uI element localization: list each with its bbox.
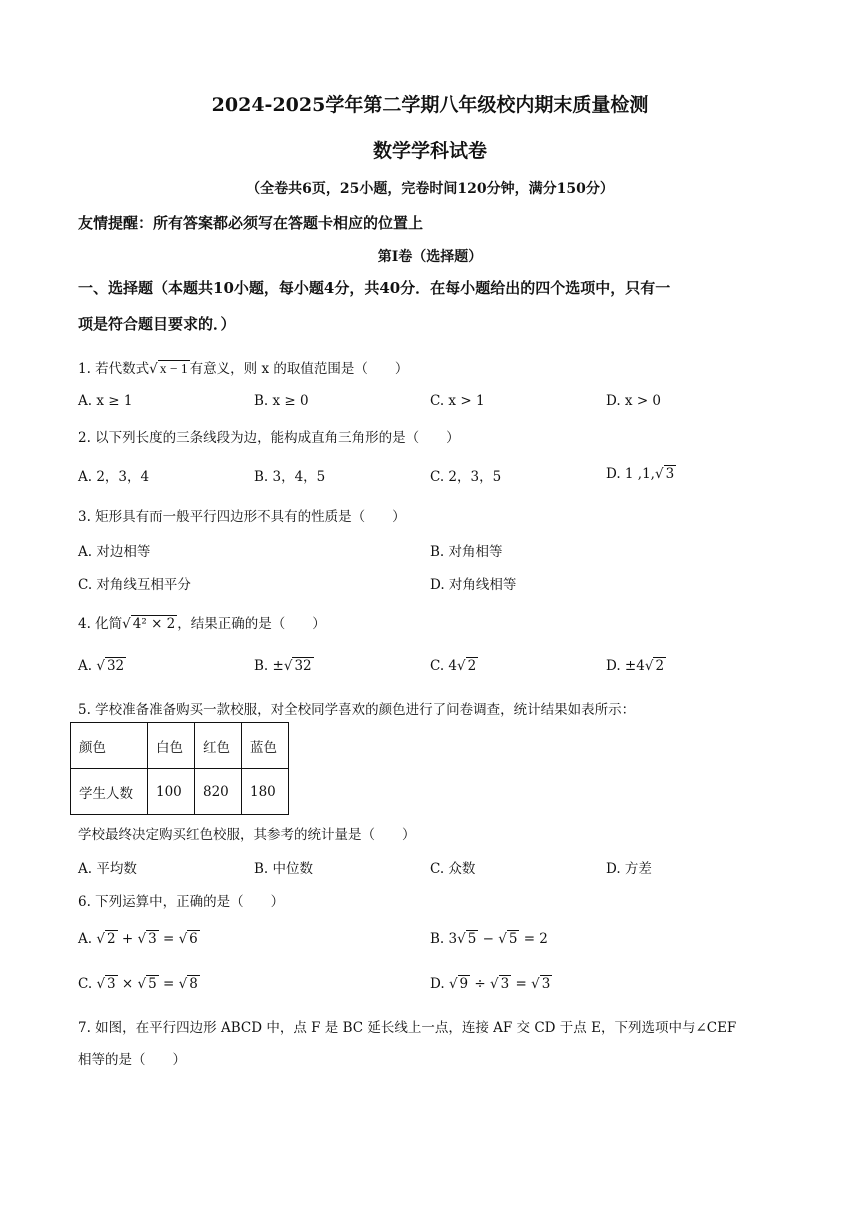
- q5-option-c: C. 众数: [430, 861, 476, 877]
- table-cell: 180: [242, 769, 289, 815]
- table-row: [71, 723, 289, 769]
- q6-option-b: [430, 930, 548, 947]
- q6-c-label: C.: [78, 976, 97, 992]
- sqrt-symbol: √: [178, 976, 188, 992]
- sqrt-symbol: √: [96, 931, 105, 947]
- question-7-cont: 相等的是（ ）: [78, 1052, 186, 1068]
- question-3: 3. 矩形具有而一般平行四边形不具有的性质是（ ）: [78, 509, 406, 525]
- radicand: 2: [106, 931, 116, 947]
- question-7: 7. 如图，在平行四边形 ABCD 中，点 F 是 BC 延长线上一点，连接 AF 交 CD 于点 E，下列选项中与∠CEF: [78, 1020, 737, 1036]
- q2-option-a: A. 2，3，4: [78, 469, 150, 485]
- operator: +: [117, 931, 138, 947]
- sqrt-symbol: √: [498, 931, 507, 947]
- sqrt-symbol: √: [96, 658, 105, 674]
- table-cell: 学生人数: [71, 769, 148, 815]
- question-6: 6. 下列运算中，正确的是（ ）: [78, 894, 285, 910]
- q4-suffix: ，结果正确的是（ ）: [177, 616, 326, 632]
- q3-option-d: D. 对角线相等: [430, 577, 517, 593]
- sqrt-symbol: √: [457, 931, 466, 947]
- sqrt-symbol: √: [490, 976, 499, 992]
- table-row: [71, 769, 289, 815]
- q4-c-radicand: 2: [467, 658, 477, 674]
- q1-option-b: B. x ≥ 0: [254, 393, 309, 409]
- subject-title: 数学学科试卷: [372, 140, 487, 162]
- q4-option-c: [430, 657, 478, 674]
- radicand: 3: [541, 976, 551, 992]
- q1-prefix: 1. 若代数式: [78, 361, 150, 377]
- exam-title: 2024-2025学年第二学期八年级校内期末质量检测: [211, 94, 649, 116]
- q4-b-radicand: 32: [294, 658, 312, 674]
- survey-table: [70, 722, 289, 815]
- sqrt-symbol: √: [644, 658, 654, 674]
- sqrt-symbol: √: [137, 931, 147, 947]
- operator: ×: [117, 976, 138, 992]
- q4-option-d: [606, 657, 666, 674]
- question-2: 2. 以下列长度的三条线段为边，能构成直角三角形的是（ ）: [78, 430, 460, 446]
- q1-option-d: D. x > 0: [606, 393, 662, 409]
- q2-option-b: B. 3，4，5: [254, 469, 326, 485]
- q4-c-label: C. 4: [430, 658, 458, 674]
- q2-d-prefix: D. 1 ,1,: [606, 466, 655, 482]
- radicand: 8: [189, 976, 198, 992]
- q4-option-b: [254, 657, 314, 674]
- q5-followup: 学校最终决定购买红色校服，其参考的统计量是（ ）: [78, 827, 416, 843]
- sqrt-symbol: √: [149, 361, 158, 377]
- q4-a-radicand: 32: [106, 658, 125, 674]
- radicand: 3: [500, 976, 510, 992]
- sqrt-symbol: √: [122, 616, 131, 632]
- volume-title: 第Ⅰ卷（选择题）: [377, 249, 483, 265]
- sqrt-symbol: √: [178, 931, 188, 947]
- question-1: [78, 357, 408, 377]
- q6-d-label: D.: [430, 976, 449, 992]
- q2-d-radicand: 3: [665, 466, 675, 482]
- radicand: 3: [148, 931, 157, 947]
- q3-option-b: B. 对角相等: [430, 544, 503, 560]
- table-cell: 白色: [148, 723, 195, 769]
- table-cell: 820: [195, 769, 242, 815]
- q2-option-d: [606, 465, 676, 482]
- radicand: 9: [459, 976, 469, 992]
- q3-option-c: C. 对角线互相平分: [78, 577, 191, 593]
- operator: −: [478, 931, 499, 947]
- reminder: 友情提醒：所有答案都必须写在答题卡相应的位置上: [78, 214, 424, 232]
- q4-d-radicand: 2: [655, 658, 665, 674]
- question-5: 5. 学校准备准备购买一款校服，对全校同学喜欢的颜色进行了问卷调查，统计结果如表所示：: [78, 702, 636, 718]
- q4-b-label: B. ±: [254, 658, 284, 674]
- question-4: [78, 612, 326, 632]
- q4-a-label: A.: [78, 658, 97, 674]
- sqrt-symbol: √: [457, 658, 466, 674]
- sqrt-symbol: √: [283, 658, 293, 674]
- q1-option-a: A. x ≥ 1: [78, 393, 133, 409]
- sqrt-symbol: √: [96, 976, 106, 992]
- q5-option-d: D. 方差: [606, 861, 652, 877]
- q6-option-d: [430, 975, 552, 992]
- table-cell: 颜色: [71, 723, 148, 769]
- operator: = 2: [519, 931, 548, 947]
- section-heading-cont: 项是符合题目要求的．）: [78, 315, 236, 333]
- q3-option-a: A. 对边相等: [78, 544, 151, 560]
- sqrt-symbol: √: [531, 976, 540, 992]
- q6-a-label: A.: [78, 931, 97, 947]
- section-heading: 一、选择题（本题共10小题，每小题4分，共40分．在每小题给出的四个选项中，只有一: [78, 279, 671, 297]
- radicand: 5: [148, 976, 157, 992]
- q2-option-c: C. 2，3，5: [430, 469, 502, 485]
- exam-info: （全卷共6页，25小题，完卷时间120分钟，满分150分）: [246, 181, 614, 197]
- table-cell: 红色: [195, 723, 242, 769]
- q1-suffix: 有意义，则 x 的取值范围是（ ）: [189, 361, 409, 377]
- q5-option-a: A. 平均数: [78, 861, 137, 877]
- sqrt-symbol: √: [448, 976, 458, 992]
- operator: =: [158, 931, 179, 947]
- radicand: 5: [508, 931, 518, 947]
- radicand: 3: [107, 976, 116, 992]
- q4-radicand: 4² × 2: [132, 616, 176, 632]
- q6-option-c: [78, 975, 200, 992]
- sqrt-symbol: √: [137, 976, 147, 992]
- q6-b-label: B. 3: [430, 931, 458, 947]
- table-cell: 蓝色: [242, 723, 289, 769]
- q5-option-b: B. 中位数: [254, 861, 314, 877]
- sqrt-symbol: √: [654, 466, 664, 482]
- q4-option-a: [78, 657, 126, 674]
- table-cell: 100: [148, 769, 195, 815]
- radicand: 6: [189, 931, 198, 947]
- q6-option-a: [78, 930, 200, 947]
- q1-option-c: C. x > 1: [430, 393, 485, 409]
- radicand: 5: [467, 931, 477, 947]
- q4-d-label: D. ±4: [606, 658, 645, 674]
- operator: =: [158, 976, 179, 992]
- operator: =: [511, 976, 532, 992]
- q4-prefix: 4. 化简: [78, 616, 123, 632]
- q1-radicand: x − 1: [159, 361, 188, 376]
- operator: ÷: [470, 976, 491, 992]
